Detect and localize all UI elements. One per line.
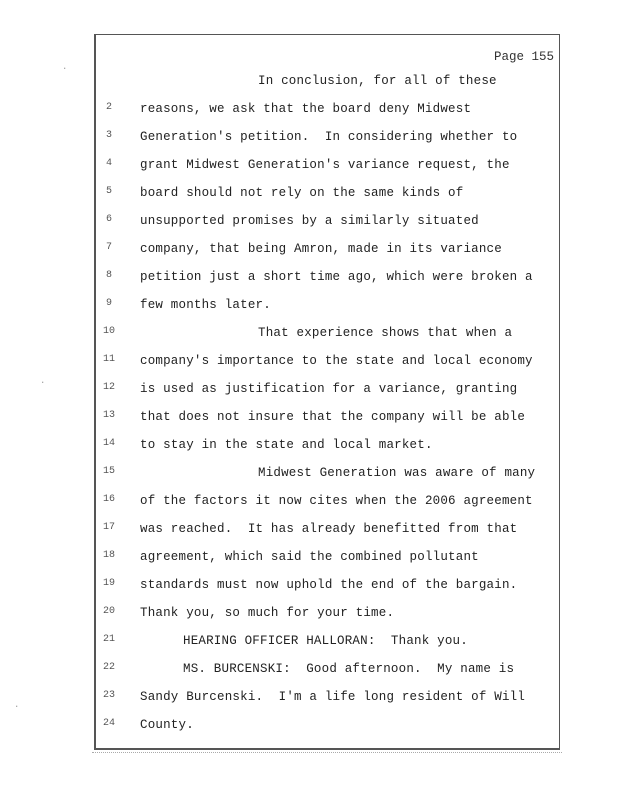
line-number: 6 [105,214,112,225]
transcript-line [0,102,618,122]
line-number: 10 [102,326,115,337]
line-text: HEARING OFFICER HALLORAN: Thank you. [183,634,468,648]
transcript-line [0,214,618,234]
line-text: That experience shows that when a [258,326,513,340]
transcript-line [0,634,618,654]
transcript-line [0,578,618,598]
line-text: was reached. It has already benefitted from that [140,522,518,536]
transcript-line [0,662,618,682]
line-number: 4 [105,158,112,169]
line-number: 16 [102,494,115,505]
line-number: 14 [102,438,115,449]
transcript-line [0,130,618,150]
line-number: 7 [105,242,112,253]
line-number: 20 [102,606,115,617]
transcript-line [0,242,618,262]
line-number: 15 [102,466,115,477]
line-text: Sandy Burcenski. I'm a life long resident of Will [140,690,526,704]
transcript-line [0,550,618,570]
line-text: unsupported promises by a similarly situated [140,214,479,228]
transcript-line [0,158,618,178]
transcript-line [0,354,618,374]
line-text: few months later. [140,298,271,312]
line-number: 12 [102,382,115,393]
transcript-line [0,690,618,710]
line-text: Thank you, so much for your time. [140,606,395,620]
scan-speck: · [40,378,46,388]
line-number: 2 [105,102,112,113]
transcript-line [0,718,618,738]
transcript-line [0,466,618,486]
transcript-line [0,326,618,346]
line-text: board should not rely on the same kinds of [140,186,464,200]
line-number: 11 [102,354,115,365]
scan-speck: · [14,702,20,712]
scan-bottom-rule [92,752,562,754]
line-text: is used as justification for a variance, granting [140,382,518,396]
line-text: of the factors it now cites when the 2006 agreement [140,494,533,508]
transcript-line [0,438,618,458]
page-number: Page 155 [493,50,554,64]
line-text: Generation's petition. In considering whether to [140,130,518,144]
line-number: 19 [102,578,115,589]
transcript-line [0,382,618,402]
line-number: 21 [102,634,115,645]
line-text: company, that being Amron, made in its variance [140,242,502,256]
line-number: 5 [105,186,112,197]
line-number: 13 [102,410,115,421]
line-text: grant Midwest Generation's variance request, the [140,158,510,172]
line-text: petition just a short time ago, which were broken a [140,270,533,284]
line-number: 22 [102,662,115,673]
line-text: standards must now uphold the end of the bargain. [140,578,518,592]
line-text: that does not insure that the company will be able [140,410,526,424]
transcript-line [0,74,618,94]
transcript-line [0,410,618,430]
transcript-line [0,606,618,626]
transcript-line [0,270,618,290]
line-text: In conclusion, for all of these [258,74,497,88]
line-number: 3 [105,130,112,141]
transcript-line [0,494,618,514]
line-number: 8 [105,270,112,281]
line-number: 24 [102,718,115,729]
line-number: 18 [102,550,115,561]
line-text: County. [140,718,194,732]
transcript-line [0,522,618,542]
line-number: 23 [102,690,115,701]
scan-speck: · [62,64,68,74]
line-text: to stay in the state and local market. [140,438,433,452]
transcript-line [0,186,618,206]
line-text: Midwest Generation was aware of many [258,466,536,480]
line-text: reasons, we ask that the board deny Midwest [140,102,472,116]
line-text: agreement, which said the combined pollutant [140,550,479,564]
line-text: company's importance to the state and local economy [140,354,533,368]
transcript-line [0,298,618,318]
line-text: MS. BURCENSKI: Good afternoon. My name is [183,662,515,676]
line-number: 17 [102,522,115,533]
line-number: 9 [105,298,112,309]
